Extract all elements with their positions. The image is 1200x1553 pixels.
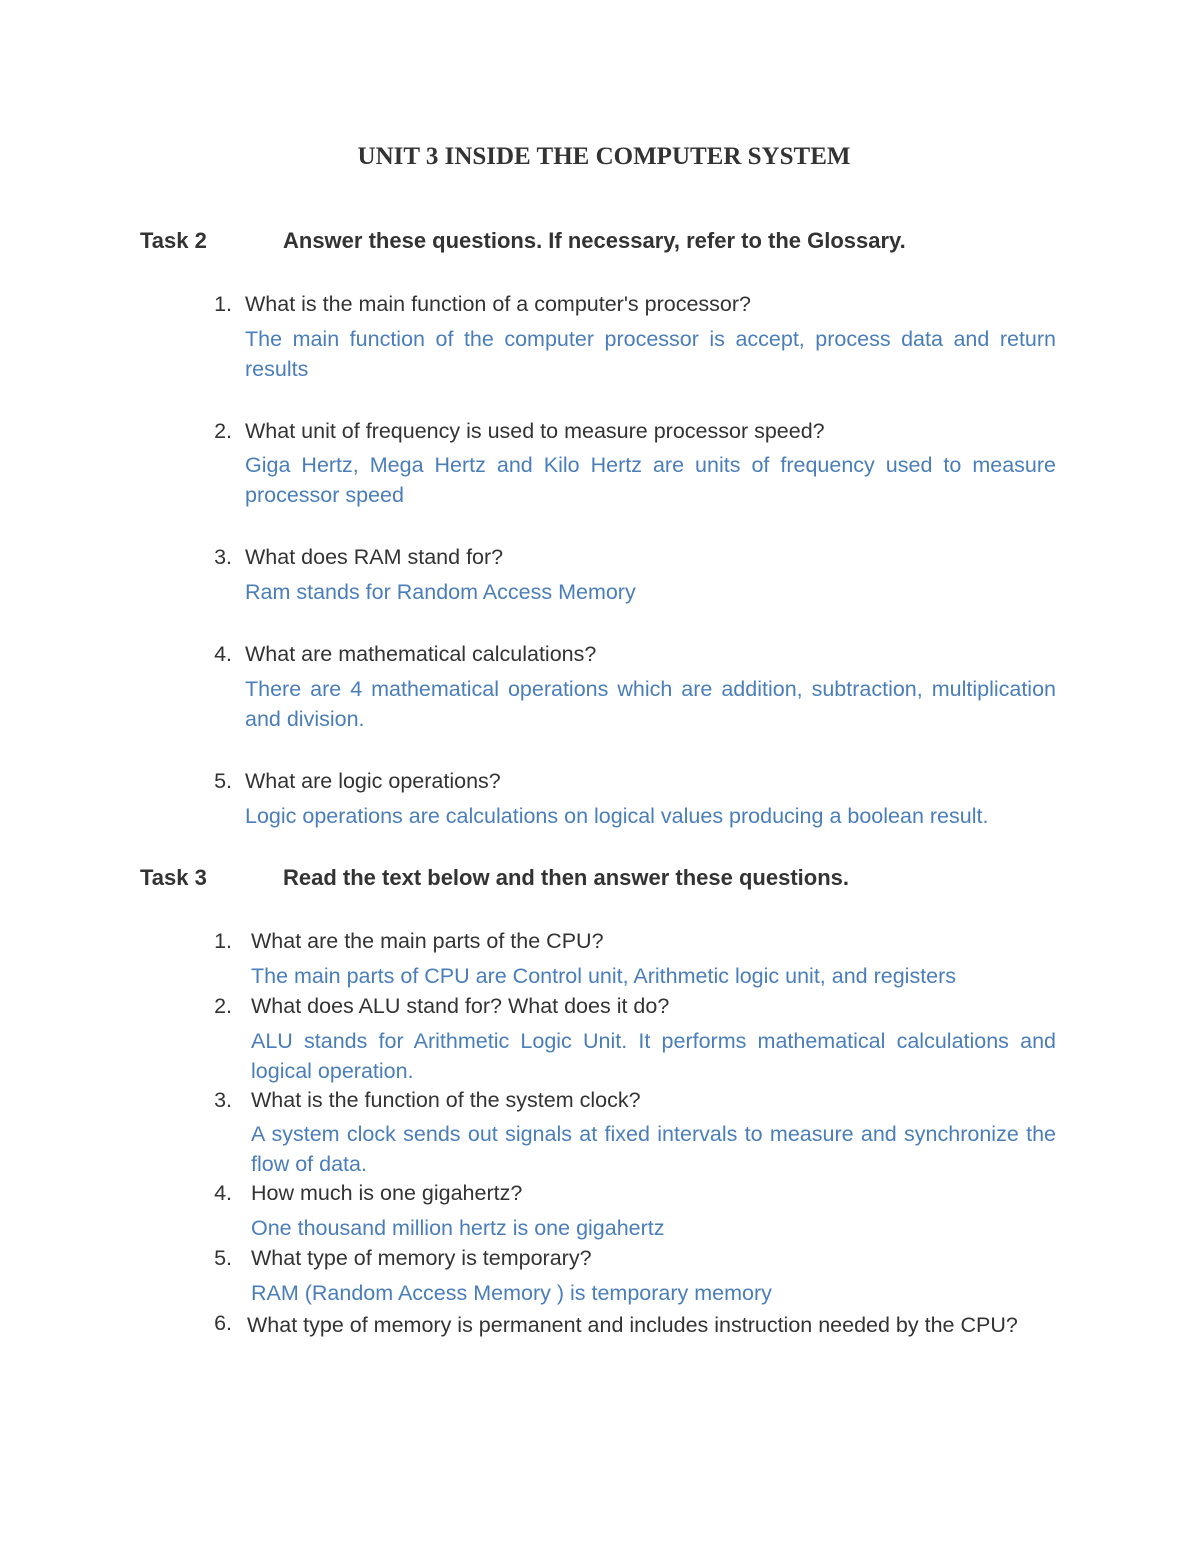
task2-answer-3: Ram stands for Random Access Memory xyxy=(245,580,636,604)
task3-label: Task 3 xyxy=(140,865,207,890)
task3-question-6: What type of memory is permanent and includes instruction needed by the CPU? xyxy=(247,1313,1018,1337)
task3-answer-1: The main parts of CPU are Control unit, Arithmetic logic unit, and registers xyxy=(251,964,957,988)
question-text: What does ALU stand for? What does it do? xyxy=(251,994,670,1018)
page-title: UNIT 3 INSIDE THE COMPUTER SYSTEM xyxy=(357,143,851,170)
question-number: 6. xyxy=(214,1311,232,1335)
question-text: What type of memory is temporary? xyxy=(251,1246,592,1270)
question-number: 4. xyxy=(214,642,232,666)
question-number: 2. xyxy=(214,994,232,1018)
question-text: What is the main function of a computer's processor? xyxy=(245,292,752,316)
task2-instruction: Answer these questions. If necessary, refer to the Glossary. xyxy=(283,228,906,253)
question-number: 5. xyxy=(214,769,232,793)
question-text: What are logic operations? xyxy=(245,769,501,793)
question-number: 5. xyxy=(214,1246,232,1270)
task2-answer-5: Logic operations are calculations on logical values producing a boolean result. xyxy=(245,804,989,828)
task2-heading xyxy=(140,228,906,254)
task2-label: Task 2 xyxy=(140,228,207,253)
question-text: How much is one gigahertz? xyxy=(251,1181,523,1205)
task3-heading xyxy=(140,865,849,891)
question-number: 1. xyxy=(214,292,232,316)
question-number: 2. xyxy=(214,419,232,443)
question-number: 4. xyxy=(214,1181,232,1205)
question-text: What are the main parts of the CPU? xyxy=(251,929,604,953)
question-text: What are mathematical calculations? xyxy=(245,642,597,666)
question-number: 1. xyxy=(214,929,232,953)
task3-answer-2: ALU stands for Arithmetic Logic Unit. It performs mathematical calculations and logical operation. xyxy=(251,1029,1056,1083)
question-number: 3. xyxy=(214,1088,232,1112)
task2-answer-4: There are 4 mathematical operations which are addition, subtraction, multiplication and division. xyxy=(245,677,1056,731)
task3-instruction: Read the text below and then answer these questions. xyxy=(283,865,850,890)
question-text: What unit of frequency is used to measure processor speed? xyxy=(245,419,825,443)
question-text: What is the function of the system clock? xyxy=(251,1088,641,1112)
task3-answer-3: A system clock sends out signals at fixed intervals to measure and synchronize the flow of data. xyxy=(251,1122,1056,1176)
task3-answer-5: RAM (Random Access Memory ) is temporary memory xyxy=(251,1281,772,1305)
question-text: What does RAM stand for? xyxy=(245,545,504,569)
task2-answer-1: The main function of the computer processor is accept, process data and return results xyxy=(245,327,1056,381)
task2-answer-2: Giga Hertz, Mega Hertz and Kilo Hertz are units of frequency used to measure processor speed xyxy=(245,453,1056,507)
task3-answer-4: One thousand million hertz is one gigahertz xyxy=(251,1216,665,1240)
question-number: 3. xyxy=(214,545,232,569)
